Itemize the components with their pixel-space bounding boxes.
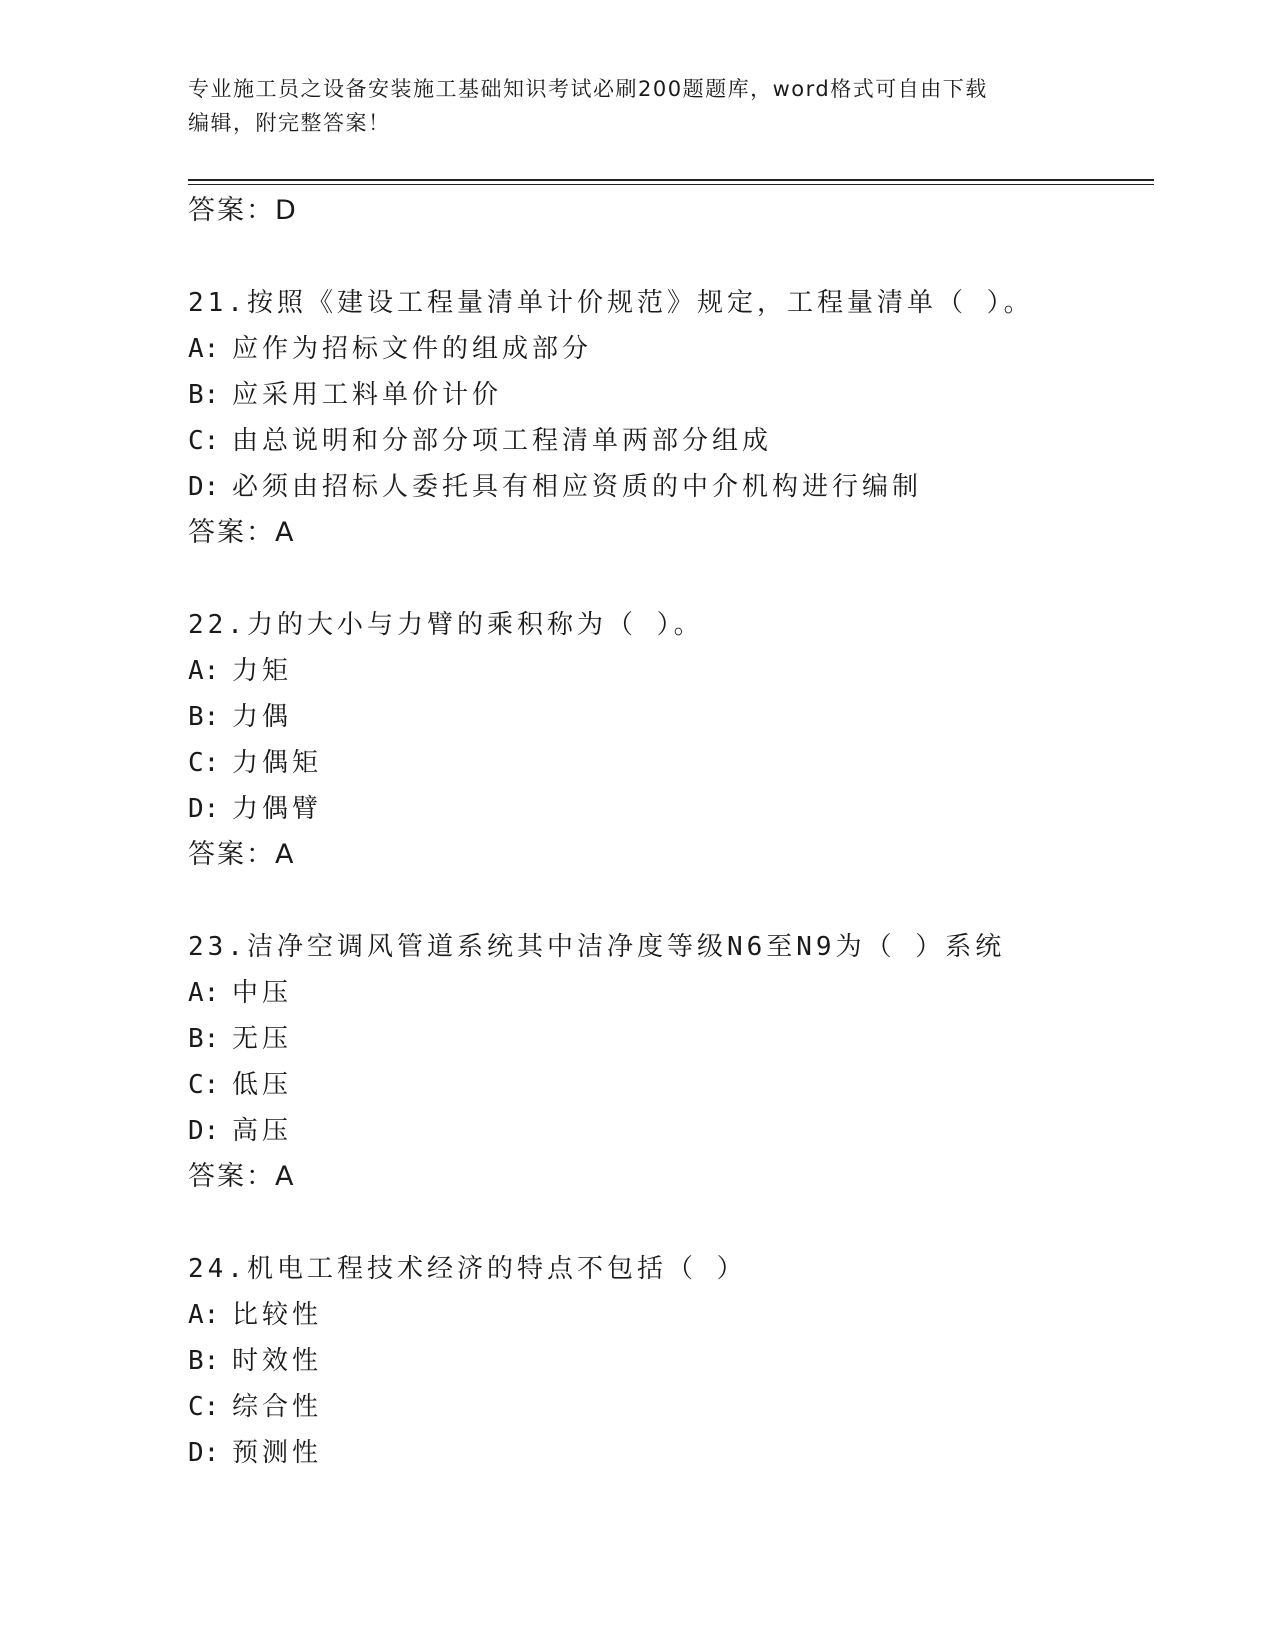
option-a — [188, 326, 1154, 372]
option-b — [188, 1338, 1154, 1384]
option-letter: D: — [188, 794, 220, 824]
option-b — [188, 694, 1154, 740]
question-block-22 — [188, 602, 1154, 878]
option-letter: D: — [188, 1438, 220, 1468]
answer-line: 答案：A — [188, 839, 296, 870]
option-letter: C: — [188, 1070, 220, 1100]
option-letter: B: — [188, 380, 220, 410]
question-block-21 — [188, 280, 1154, 556]
option-letter: D: — [188, 1116, 220, 1146]
option-d — [188, 1430, 1154, 1476]
answer-line: 答案：A — [188, 1161, 296, 1192]
header-rule-thin — [188, 184, 1154, 185]
option-letter: A: — [188, 334, 220, 364]
option-d — [188, 1108, 1154, 1154]
spacer — [188, 556, 1154, 602]
header-rule-thick — [188, 179, 1154, 181]
option-a — [188, 1292, 1154, 1338]
header-line-1: 专业施工员之设备安装施工基础知识考试必刷200题题库，word格式可自由下载 — [188, 77, 988, 101]
header-line-2: 编辑，附完整答案！ — [188, 111, 391, 135]
option-letter: B: — [188, 1346, 220, 1376]
option-text: 低压 — [232, 1070, 293, 1100]
spacer — [188, 1200, 1154, 1246]
option-c — [188, 1384, 1154, 1430]
option-letter: C: — [188, 1392, 220, 1422]
question-text: 21.按照《建设工程量清单计价规范》规定，工程量清单（ ）。 — [188, 288, 1034, 318]
option-c — [188, 740, 1154, 786]
option-text: 力偶 — [232, 702, 293, 732]
question-list — [188, 188, 1154, 1476]
option-text: 时效性 — [232, 1346, 323, 1376]
option-letter: C: — [188, 426, 220, 456]
option-a — [188, 970, 1154, 1016]
spacer — [188, 234, 1154, 280]
option-text: 中压 — [232, 978, 293, 1008]
option-text: 应作为招标文件的组成部分 — [232, 334, 593, 364]
option-letter: B: — [188, 702, 220, 732]
option-c — [188, 1062, 1154, 1108]
option-letter: A: — [188, 1300, 220, 1330]
answer-line: 答案：A — [188, 517, 296, 548]
previous-answer: 答案：D — [188, 195, 298, 226]
question-text: 22.力的大小与力臂的乘积称为（ ）。 — [188, 610, 704, 640]
option-a — [188, 648, 1154, 694]
option-text: 必须由招标人委托具有相应资质的中介机构进行编制 — [232, 472, 923, 502]
option-text: 应采用工料单价计价 — [232, 380, 503, 410]
question-block-24 — [188, 1246, 1154, 1476]
spacer — [188, 878, 1154, 924]
option-letter: C: — [188, 748, 220, 778]
option-text: 综合性 — [232, 1392, 323, 1422]
option-c — [188, 418, 1154, 464]
option-d — [188, 786, 1154, 832]
option-letter: D: — [188, 472, 220, 502]
question-text: 23.洁净空调风管道系统其中洁净度等级N6至N9为（ ）系统 — [188, 932, 1006, 962]
document-header — [188, 72, 1088, 140]
question-block-23 — [188, 924, 1154, 1200]
option-b — [188, 372, 1154, 418]
option-text: 预测性 — [232, 1438, 323, 1468]
option-text: 比较性 — [232, 1300, 323, 1330]
option-letter: B: — [188, 1024, 220, 1054]
option-text: 由总说明和分部分项工程清单两部分组成 — [232, 426, 773, 456]
option-text: 无压 — [232, 1024, 293, 1054]
option-text: 高压 — [232, 1116, 293, 1146]
option-text: 力矩 — [232, 656, 293, 686]
option-text: 力偶矩 — [232, 748, 323, 778]
option-letter: A: — [188, 978, 220, 1008]
option-b — [188, 1016, 1154, 1062]
option-text: 力偶臂 — [232, 794, 323, 824]
option-letter: A: — [188, 656, 220, 686]
question-text: 24.机电工程技术经济的特点不包括（ ） — [188, 1254, 747, 1284]
option-d — [188, 464, 1154, 510]
